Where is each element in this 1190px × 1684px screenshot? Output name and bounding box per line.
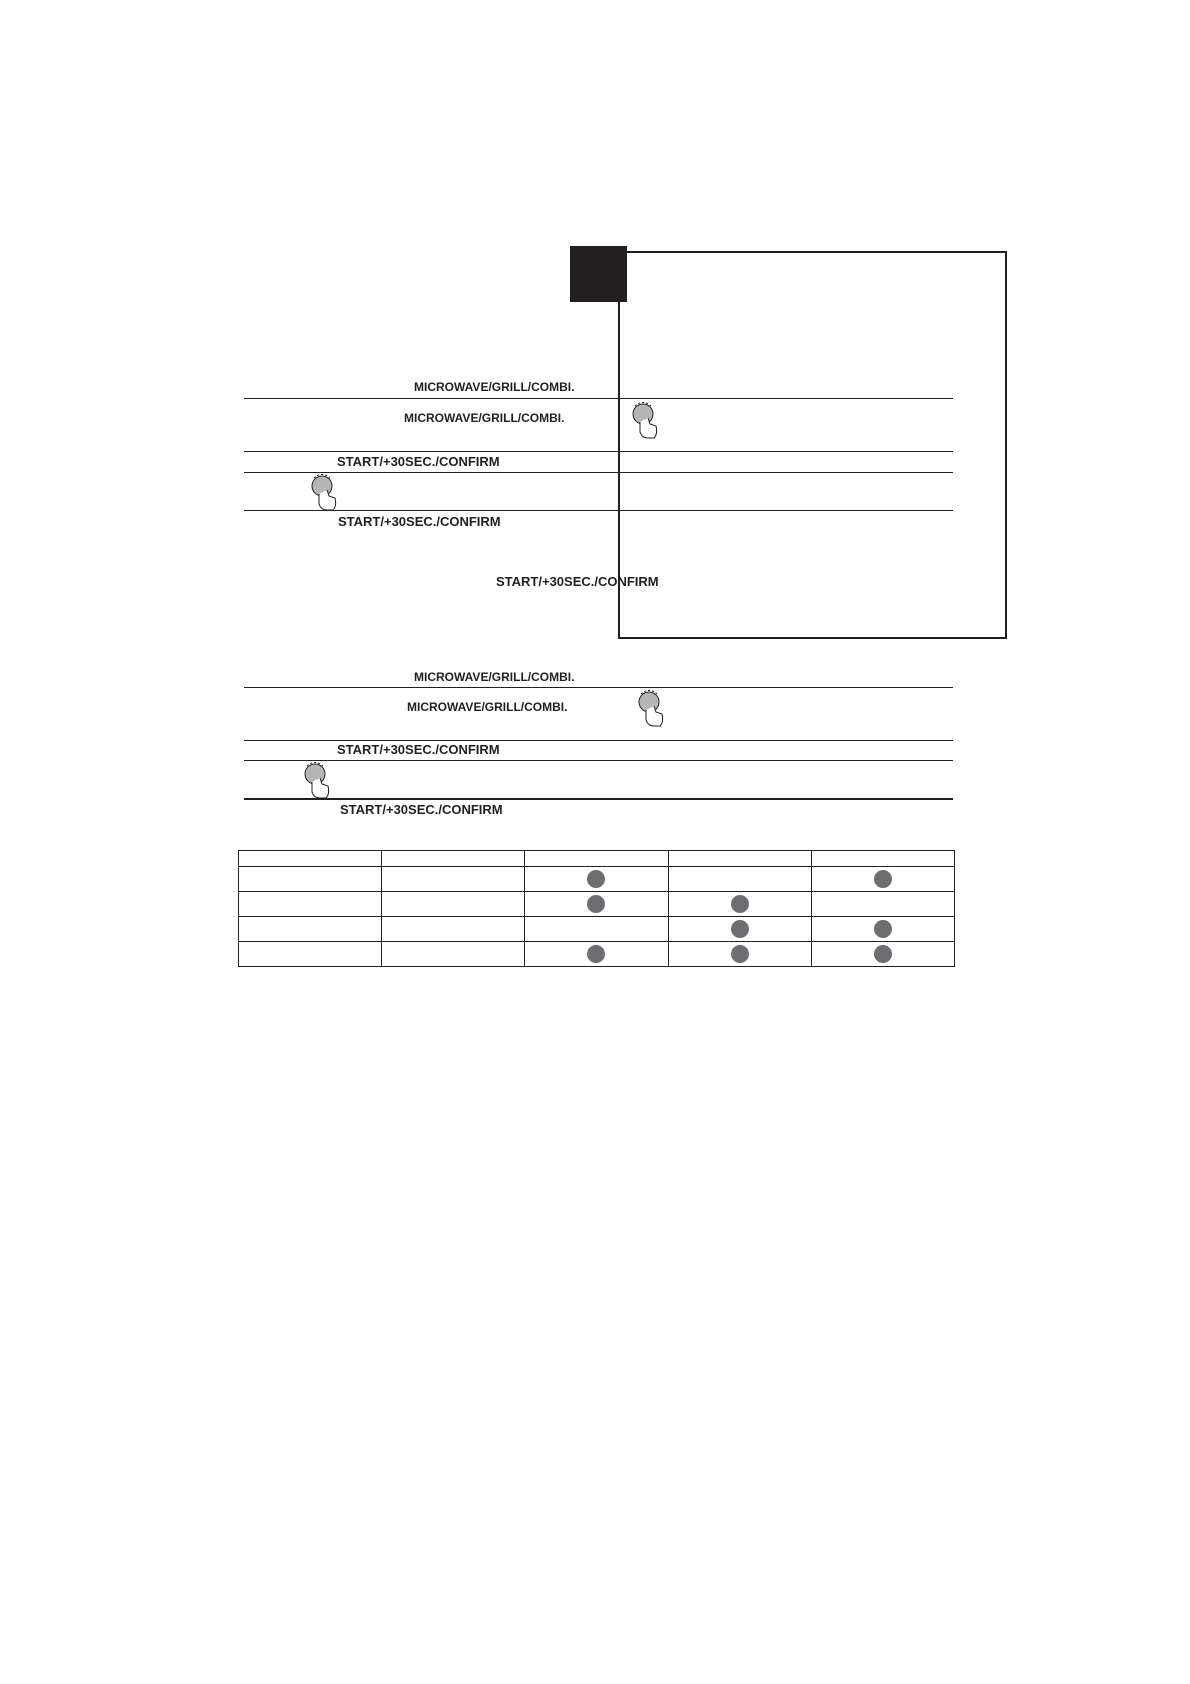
table-cell <box>811 892 954 917</box>
section-one-confirm-label: START/+30SEC./CONFIRM <box>337 454 500 469</box>
divider <box>244 472 953 473</box>
table-cell <box>382 892 525 917</box>
table-cell <box>382 917 525 942</box>
table-header-cell <box>668 851 811 867</box>
filled-dot-icon <box>587 870 605 888</box>
table-cell <box>811 867 954 892</box>
divider <box>244 687 953 688</box>
table-cell <box>239 917 382 942</box>
divider <box>244 740 953 741</box>
filled-dot-icon <box>874 945 892 963</box>
filled-dot-icon <box>874 870 892 888</box>
function-table <box>238 850 955 967</box>
table-cell <box>525 892 668 917</box>
table-row <box>239 942 955 967</box>
divider <box>244 398 953 399</box>
section-one-start-label: START/+30SEC./CONFIRM <box>338 514 501 529</box>
filled-dot-icon <box>731 895 749 913</box>
table-cell <box>668 942 811 967</box>
rotary-knob-hand-icon <box>307 474 341 512</box>
table-row <box>239 917 955 942</box>
divider <box>244 760 953 761</box>
divider <box>244 510 953 511</box>
section-one-mode-label: MICROWAVE/GRILL/COMBI. <box>404 411 565 425</box>
table-header-row <box>239 851 955 867</box>
table-header-cell <box>525 851 668 867</box>
table-cell <box>525 942 668 967</box>
divider <box>244 451 953 452</box>
filled-dot-icon <box>874 920 892 938</box>
table-cell <box>239 892 382 917</box>
section-two-heading-label: MICROWAVE/GRILL/COMBI. <box>414 670 575 684</box>
filled-dot-icon <box>587 945 605 963</box>
note-frame <box>618 251 1007 639</box>
rotary-knob-hand-icon <box>300 762 334 800</box>
table-cell <box>811 942 954 967</box>
filled-dot-icon <box>587 895 605 913</box>
table-cell <box>525 917 668 942</box>
divider <box>244 798 953 800</box>
section-two-start-label: START/+30SEC./CONFIRM <box>340 802 503 817</box>
table-cell <box>382 867 525 892</box>
table-cell <box>811 917 954 942</box>
table-row <box>239 892 955 917</box>
table-cell <box>668 867 811 892</box>
table-cell <box>668 917 811 942</box>
table-cell <box>382 942 525 967</box>
rotary-knob-hand-icon <box>628 402 662 440</box>
section-one-heading-label: MICROWAVE/GRILL/COMBI. <box>414 380 575 394</box>
filled-dot-icon <box>731 945 749 963</box>
note-confirm-label: START/+30SEC./CONFIRM <box>496 574 659 589</box>
filled-dot-icon <box>731 920 749 938</box>
table-header-cell <box>382 851 525 867</box>
table-cell <box>668 892 811 917</box>
table-cell <box>239 942 382 967</box>
section-two-mode-label: MICROWAVE/GRILL/COMBI. <box>407 700 568 714</box>
table-cell <box>239 867 382 892</box>
table-cell <box>525 867 668 892</box>
table-header-cell <box>239 851 382 867</box>
table-header-cell <box>811 851 954 867</box>
table-row <box>239 867 955 892</box>
section-two-confirm-label: START/+30SEC./CONFIRM <box>337 742 500 757</box>
rotary-knob-hand-icon <box>634 690 668 728</box>
